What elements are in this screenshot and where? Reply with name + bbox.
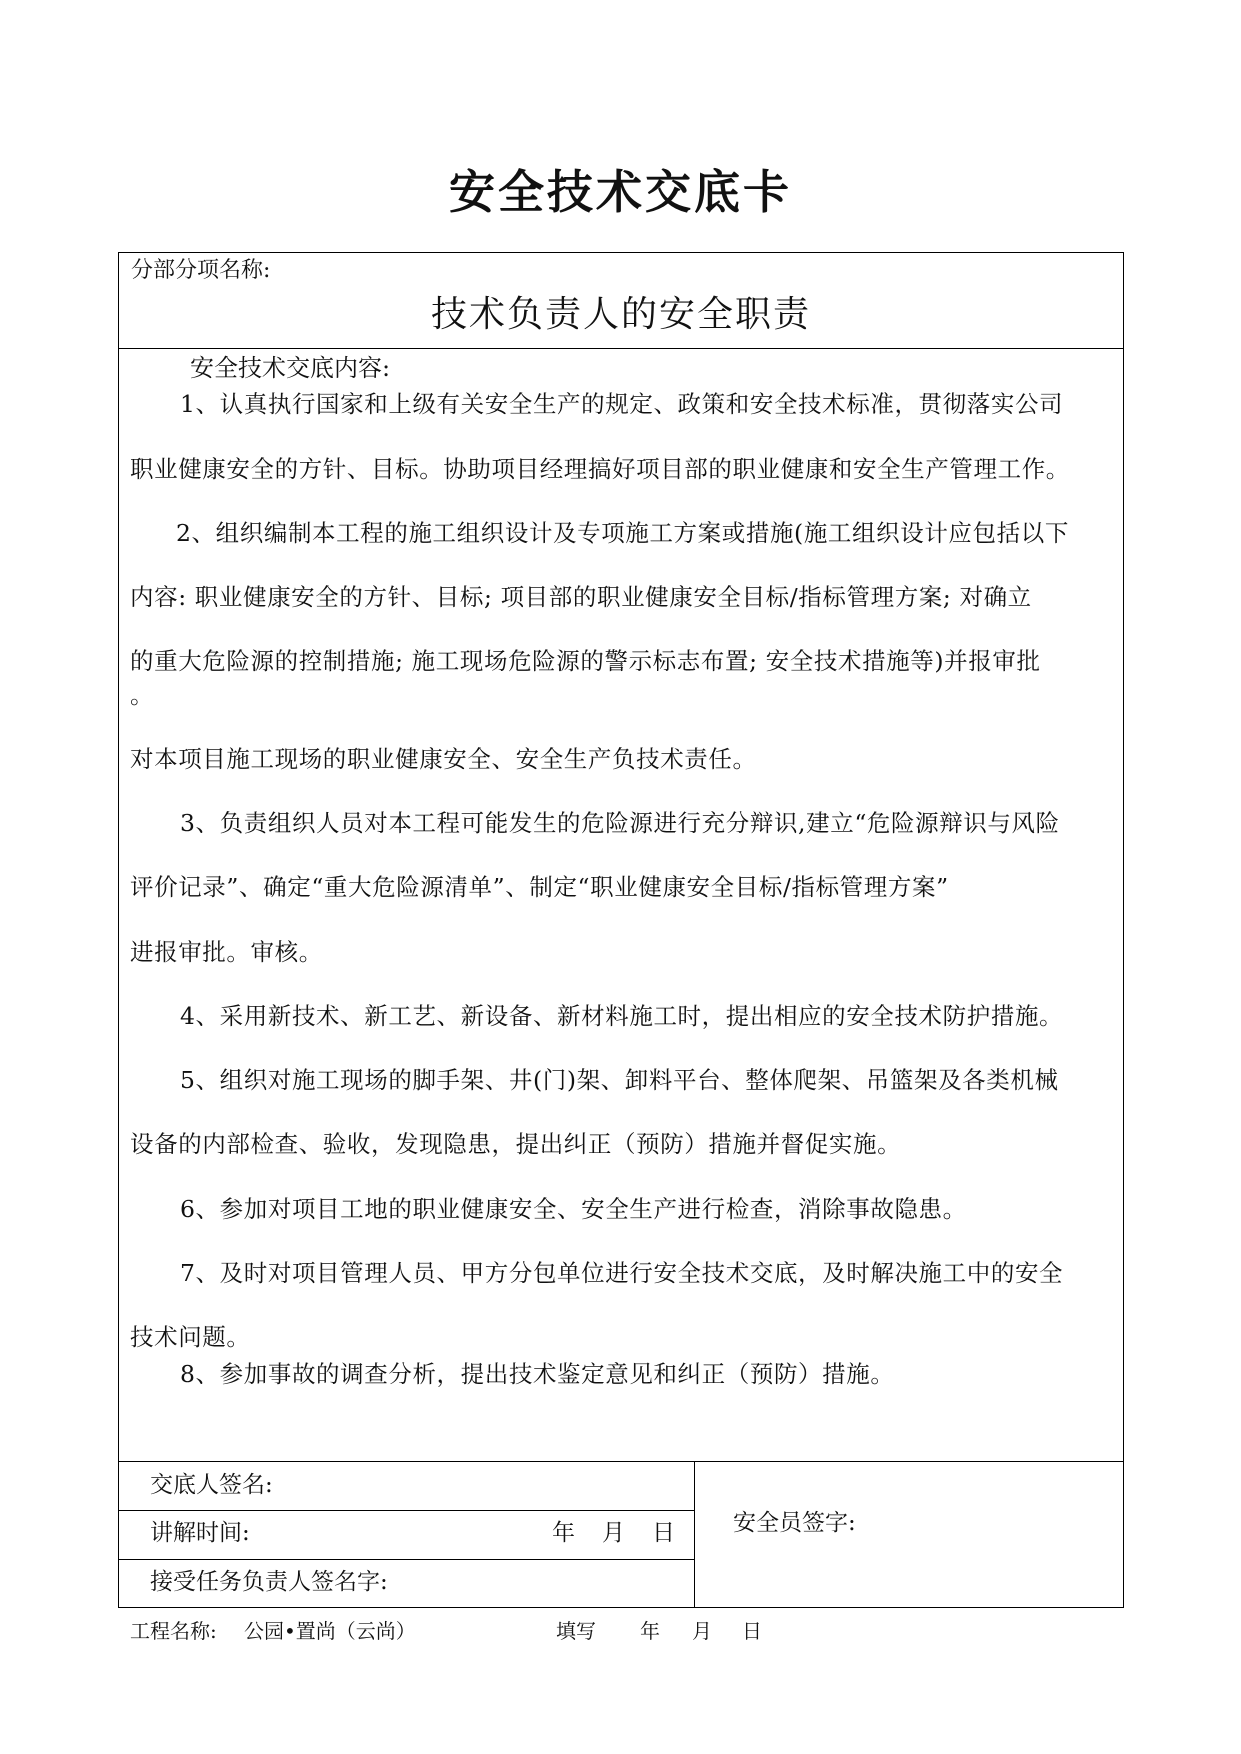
content-line: 进报审批。审核。 — [130, 938, 323, 966]
content-line: 对本项目施工现场的职业健康安全、安全生产负技术责任。 — [130, 745, 757, 773]
content-line: 1、认真执行国家和上级有关安全生产的规定、政策和安全技术标准，贯彻落实公司 — [180, 390, 1064, 418]
footer-month: 月 — [692, 1619, 712, 1643]
footer-project-label: 工程名称: — [130, 1619, 217, 1643]
content-line: 8、参加事故的调查分析，提出技术鉴定意见和纠正（预防）措施。 — [180, 1360, 895, 1388]
receiver-signature-label: 接受任务负责人签名字: — [150, 1569, 388, 1595]
lecture-time-label: 讲解时间: — [150, 1520, 250, 1546]
content-line: 评价记录”、确定“重大危险源清单”、制定“职业健康安全目标/指标管理方案” — [130, 873, 949, 901]
lecture-time-day: 日 — [652, 1520, 675, 1546]
content-line: 4、采用新技术、新工艺、新设备、新材料施工时，提出相应的安全技术防护措施。 — [180, 1002, 1064, 1030]
divider-time — [118, 1559, 694, 1560]
content-line: 设备的内部检查、验收，发现隐患，提出纠正（预防）措施并督促实施。 — [130, 1130, 902, 1158]
footer-year: 年 — [640, 1619, 660, 1643]
content-line: 3、负责组织人员对本工程可能发生的危险源进行充分辩识,建立“危险源辩识与风险 — [180, 809, 1060, 837]
footer-day: 日 — [742, 1619, 762, 1643]
lecture-time-month: 月 — [602, 1520, 625, 1546]
content-line: 内容: 职业健康安全的方针、目标; 项目部的职业健康安全目标/指标管理方案; 对确立 — [130, 583, 1032, 611]
content-line: 2、组织编制本工程的施工组织设计及专项施工方案或措施(施工组织设计应包括以下 — [176, 519, 1069, 547]
presenter-signature-label: 交底人签名: — [150, 1472, 273, 1498]
footer-project-name: 公园•置尚（云尚） — [244, 1619, 416, 1643]
content-line: 6、参加对项目工地的职业健康安全、安全生产进行检查，消除事故隐患。 — [180, 1195, 967, 1223]
content-line: 7、及时对项目管理人员、甲方分包单位进行安全技术交底，及时解决施工中的安全 — [180, 1259, 1064, 1287]
section-label: 分部分项名称: — [131, 258, 271, 283]
document-title: 安全技术交底卡 — [449, 165, 792, 219]
footer-fill-label: 填写 — [556, 1619, 596, 1643]
lecture-time-year: 年 — [552, 1520, 575, 1546]
content-line: 职业健康安全的方针、目标。协助项目经理搞好项目部的职业健康和安全生产管理工作。 — [130, 455, 1070, 483]
divider-safety-officer — [694, 1461, 695, 1608]
safety-officer-signature-label: 安全员签字: — [733, 1510, 856, 1536]
content-line: 的重大危险源的控制措施; 施工现场危险源的警示标志布置; 安全技术措施等)并报审批 — [130, 647, 1041, 675]
divider-subject — [118, 348, 1124, 349]
divider-signatures — [118, 1461, 1124, 1462]
divider-presenter — [118, 1510, 694, 1511]
content-line: 。 — [130, 681, 155, 709]
content-line: 5、组织对施工现场的脚手架、井(门)架、卸料平台、整体爬架、吊篮架及各类机械 — [180, 1066, 1059, 1094]
content-line: 技术问题。 — [130, 1323, 251, 1351]
section-value: 技术负责人的安全职责 — [430, 294, 811, 335]
content-heading: 安全技术交底内容: — [190, 354, 391, 382]
